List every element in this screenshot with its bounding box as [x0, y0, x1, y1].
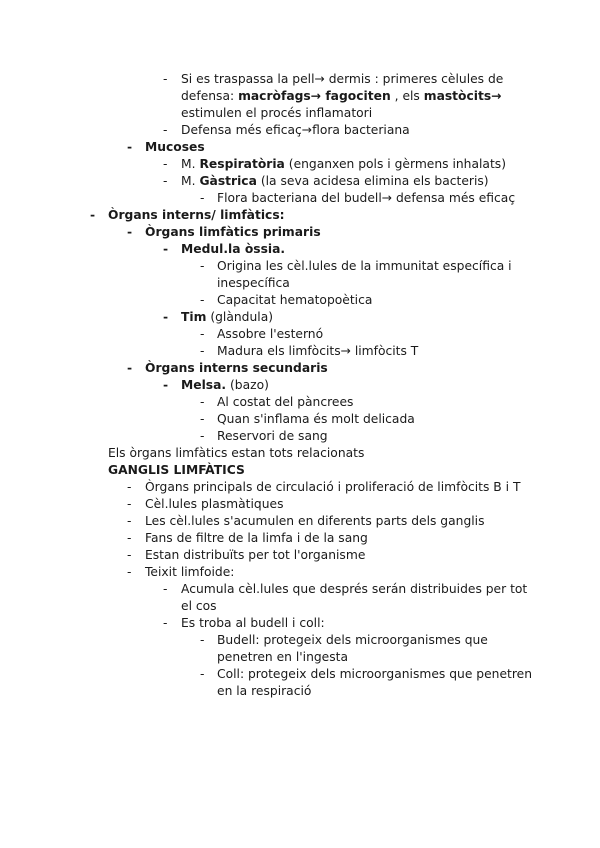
- dash-bullet: -: [200, 293, 205, 307]
- line-text: Capacitat hematopoètica: [217, 293, 373, 307]
- bullet-line: [0, 496, 600, 513]
- heading-medulla: Medul.la òssia.: [181, 242, 286, 256]
- continuation-line: [0, 88, 600, 105]
- continuation-line: [0, 683, 600, 700]
- bullet-line: [0, 479, 600, 496]
- line-text: Estan distribuïts per tot l'organisme: [145, 548, 366, 562]
- line-text: Al costat del pàncrees: [217, 395, 354, 409]
- dash-bullet: -: [163, 123, 168, 137]
- dash-bullet: -: [200, 667, 205, 681]
- continuation-line: [0, 105, 600, 122]
- bullet-line: [0, 530, 600, 547]
- dash-bullet: -: [200, 429, 205, 443]
- dash-bullet: -: [127, 548, 132, 562]
- line-text: Les cèl.lules s'acumulen en diferents parts dels ganglis: [145, 514, 485, 528]
- line-text: Acumula cèl.lules que després serán distribuides per tot: [181, 582, 528, 596]
- line-text: Madura els limfòcits→ limfòcits T: [217, 344, 419, 358]
- line-text: Si es traspassa la pell→ dermis : primeres cèlules de: [181, 72, 504, 86]
- line-text: Assobre l'esternó: [217, 327, 324, 341]
- line-text: el cos: [181, 599, 217, 613]
- line-text: Flora bacteriana del budell→ defensa més eficaç: [217, 191, 516, 205]
- bullet-line: [0, 632, 600, 649]
- heading-line: [0, 377, 600, 394]
- line-text: Cèl.lules plasmàtiques: [145, 497, 284, 511]
- dash-bullet: -: [127, 497, 132, 511]
- dash-bullet: -: [163, 582, 168, 596]
- continuation-line: [0, 649, 600, 666]
- line-text: inespecífica: [217, 276, 290, 290]
- heading-line: [0, 139, 600, 156]
- dash-bullet: -: [127, 531, 132, 545]
- dash-bullet: -: [163, 72, 168, 86]
- dash-bullet: -: [200, 344, 205, 358]
- bullet-line: [0, 173, 600, 190]
- bullet-line: [0, 564, 600, 581]
- line-text: Reservori de sang: [217, 429, 328, 443]
- heading-line: [0, 309, 600, 326]
- bullet-line: [0, 666, 600, 683]
- bullet-line: [0, 394, 600, 411]
- bullet-line: [0, 615, 600, 632]
- dash-bullet: -: [90, 208, 96, 222]
- bullet-line: [0, 411, 600, 428]
- continuation-line: [0, 598, 600, 615]
- continuation-line: [0, 275, 600, 292]
- heading-line: [0, 241, 600, 258]
- dash-bullet: -: [163, 157, 168, 171]
- heading-line: [0, 462, 600, 479]
- heading-primaris: Òrgans limfàtics primaris: [145, 225, 321, 239]
- heading-organs-interns: Òrgans interns/ limfàtics:: [108, 208, 285, 222]
- line-text: estimulen el procés inflamatori: [181, 106, 373, 120]
- bullet-line: [0, 547, 600, 564]
- line-text: Es troba al budell i coll:: [181, 616, 325, 630]
- dash-bullet: -: [200, 191, 205, 205]
- bullet-line: [0, 156, 600, 173]
- heading-ganglis: GANGLIS LIMFÀTICS: [108, 463, 245, 477]
- bullet-line: [0, 122, 600, 139]
- heading-line: [0, 207, 600, 224]
- dash-bullet: -: [200, 259, 205, 273]
- bullet-line: [0, 71, 600, 88]
- line-text: M. Gàstrica (la seva acidesa elimina els bacteris): [181, 174, 489, 188]
- bullet-line: [0, 326, 600, 343]
- line-text: Fans de filtre de la limfa i de la sang: [145, 531, 368, 545]
- dash-bullet: -: [163, 616, 168, 630]
- dash-bullet: -: [200, 395, 205, 409]
- line-text: Coll: protegeix dels microorganismes que penetren: [217, 667, 532, 681]
- dash-bullet: -: [200, 633, 205, 647]
- line-text: defensa: macròfags→ fagociten , els mastòcits→: [181, 89, 502, 103]
- dash-bullet: -: [163, 378, 169, 392]
- dash-bullet: -: [200, 327, 205, 341]
- dash-bullet: -: [127, 361, 133, 375]
- dash-bullet: -: [163, 310, 169, 324]
- dash-bullet: -: [163, 242, 169, 256]
- dash-bullet: -: [200, 412, 205, 426]
- bullet-line: [0, 513, 600, 530]
- line-text: Origina les cèl.lules de la immunitat específica i: [217, 259, 512, 273]
- dash-bullet: -: [127, 480, 132, 494]
- paragraph-line: [0, 445, 600, 462]
- heading-secundaris: Òrgans interns secundaris: [145, 361, 328, 375]
- bullet-line: [0, 581, 600, 598]
- dash-bullet: -: [163, 174, 168, 188]
- line-text: Defensa més eficaç→flora bacteriana: [181, 123, 410, 137]
- line-text: Budell: protegeix dels microorganismes que: [217, 633, 488, 647]
- bullet-line: [0, 292, 600, 309]
- line-text: Quan s'inflama és molt delicada: [217, 412, 415, 426]
- heading-line: [0, 360, 600, 377]
- line-text: penetren en l'ingesta: [217, 650, 349, 664]
- heading-mucoses: Mucoses: [145, 140, 205, 154]
- dash-bullet: -: [127, 225, 133, 239]
- line-text: Teixit limfoide:: [145, 565, 235, 579]
- heading-tim: Tim (glàndula): [181, 310, 274, 324]
- heading-melsa: Melsa. (bazo): [181, 378, 269, 392]
- dash-bullet: -: [127, 565, 132, 579]
- bullet-line: [0, 190, 600, 207]
- heading-line: [0, 224, 600, 241]
- line-text: en la respiració: [217, 684, 312, 698]
- dash-bullet: -: [127, 140, 133, 154]
- dash-bullet: -: [127, 514, 132, 528]
- line-text: M. Respiratòria (enganxen pols i gèrmens inhalats): [181, 157, 506, 171]
- bullet-line: [0, 343, 600, 360]
- bullet-line: [0, 428, 600, 445]
- line-text: Els òrgans limfàtics estan tots relacionats: [108, 446, 365, 460]
- line-text: Òrgans principals de circulació i proliferació de limfòcits B i T: [145, 480, 521, 494]
- bullet-line: [0, 258, 600, 275]
